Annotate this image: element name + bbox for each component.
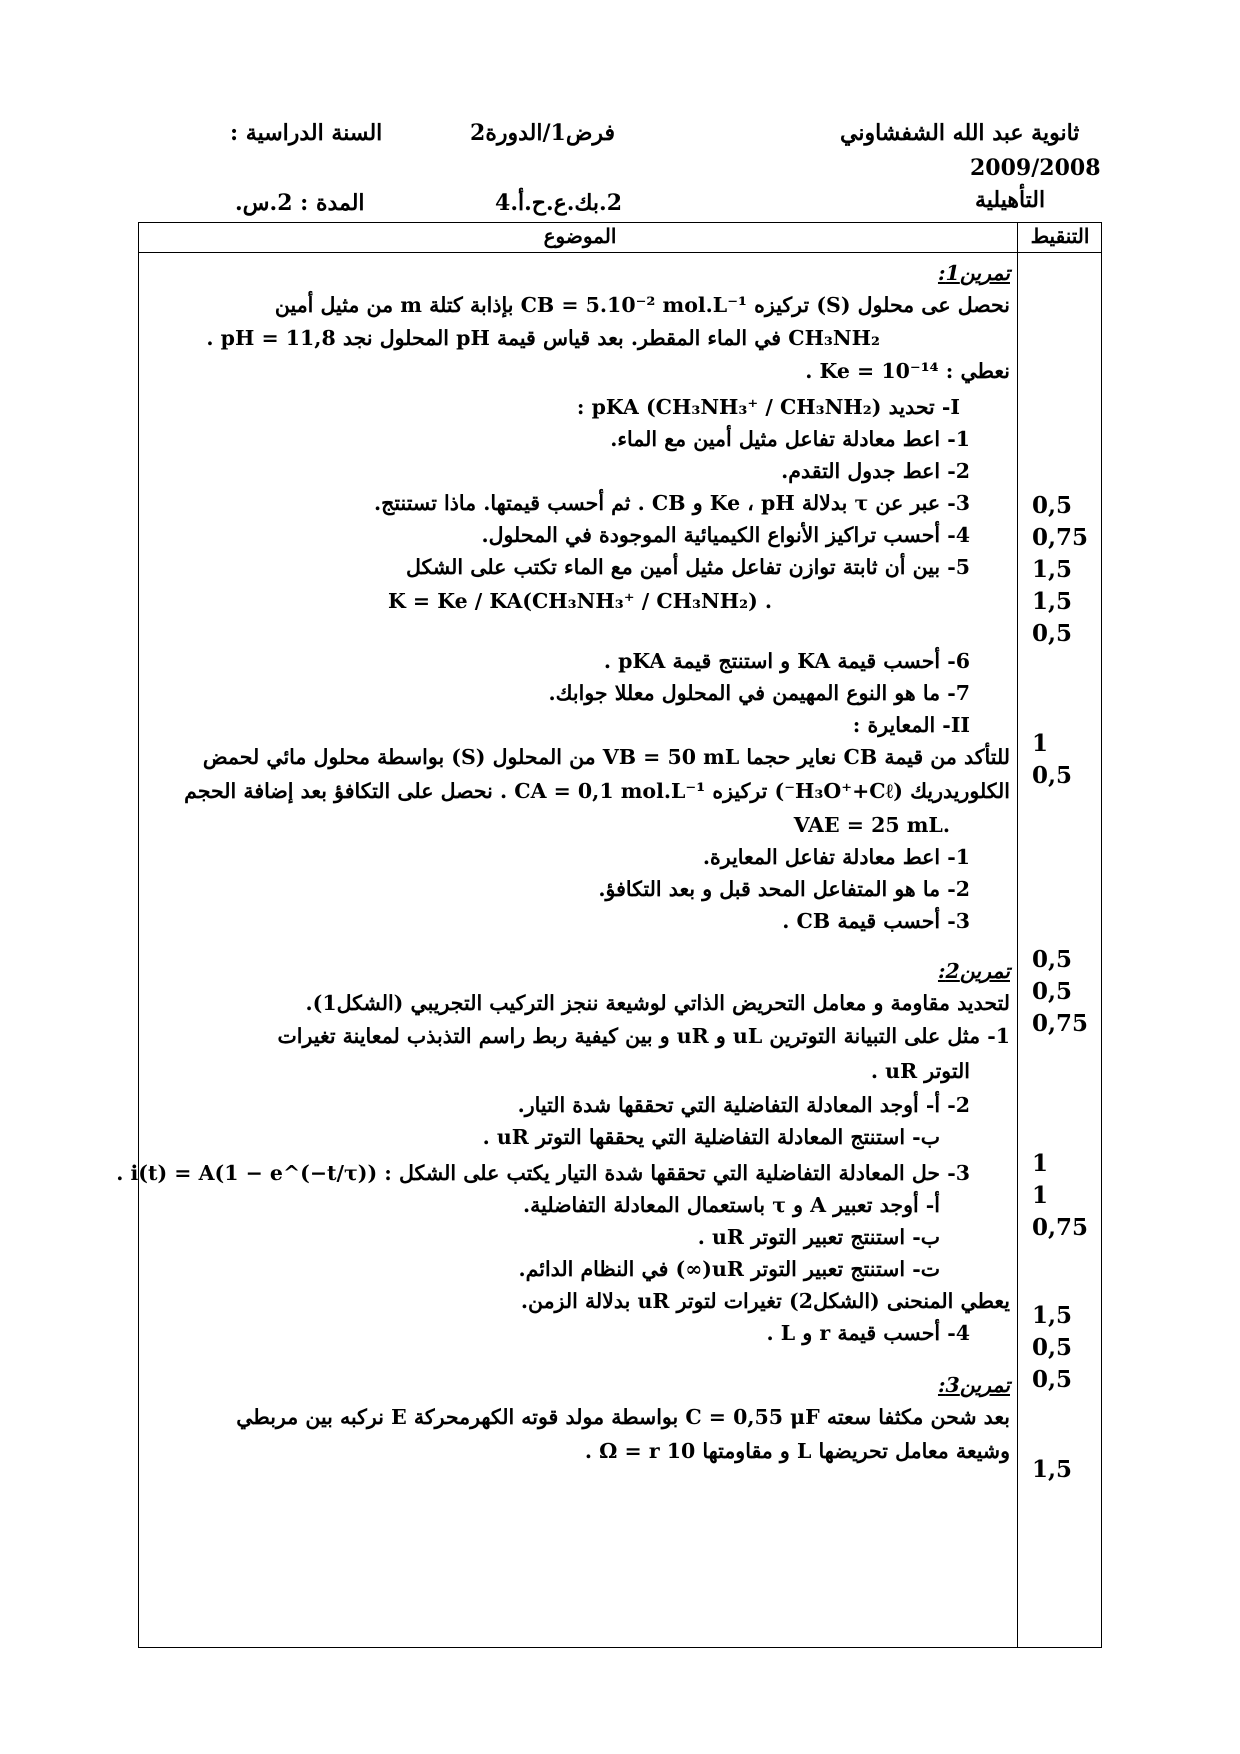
- question: 1- مثل على التبيانة التوترين uL و uR و بين كيفية ربط راسم التذبذب لمعاينة تغيرات: [277, 1024, 1010, 1048]
- grade: 1: [1032, 730, 1049, 757]
- question: 4- أحسب قيمة r و L .: [766, 1321, 970, 1345]
- school-year: 2009/2008: [970, 155, 1101, 181]
- grade: 0,5: [1032, 946, 1073, 973]
- text-line: يعطي المنحنى (الشكل2) تغيرات لتوتر uR بدلالة الزمن.: [520, 1289, 1010, 1313]
- grade: 0,5: [1032, 620, 1073, 647]
- duration: المدة : 2.س.: [235, 190, 365, 216]
- grade: 1,5: [1032, 556, 1073, 583]
- exercise-title: تمرين1:: [937, 261, 1010, 285]
- sub-question: ب- استنتج تعبير التوتر uR .: [697, 1225, 940, 1249]
- school-level: التأهيلية: [975, 187, 1046, 213]
- question: 6- أحسب قيمة KA و استنتج قيمة pKA .: [603, 649, 970, 673]
- text-line: نعطي : Ke = 10⁻¹⁴ .: [805, 359, 1010, 383]
- question: 2- اعط جدول التقدم.: [781, 459, 970, 483]
- sub-question: أ- أوجد تعبير A و τ باستعمال المعادلة التفاضلية.: [523, 1193, 940, 1217]
- question: 3- أحسب قيمة CB .: [782, 909, 970, 933]
- exercise-title: تمرين3:: [937, 1373, 1010, 1397]
- text-line: نحصل عى محلول (S) تركيزه CB = 5.10⁻² mol.L⁻¹ بإذابة كتلة m من مثيل أمين: [274, 293, 1010, 317]
- question: 3- عبر عن τ بدلالة Ke ، pH و CB . ثم أحسب قيمتها. ماذا تستنتج.: [373, 491, 970, 515]
- formula-line: . K = Ke / KA(CH₃NH₃⁺ / CH₃NH₂): [387, 589, 773, 613]
- question: 2- أ- أوجد المعادلة التفاضلية التي تحققها شدة التيار.: [517, 1093, 970, 1117]
- grade: 0,75: [1032, 1214, 1089, 1241]
- text-line: لتحديد مقاومة و معامل التحريض الذاتي لوشيعة ننجز التركيب التجريبي (الشكل1).: [305, 991, 1010, 1015]
- grade: 1: [1032, 1182, 1049, 1209]
- text-line: .VAE = 25 mL: [793, 813, 950, 837]
- text-line: وشيعة معامل تحريضها L و مقاومتها 10 Ω = r .: [584, 1439, 1010, 1463]
- question: 2- ما هو المتفاعل المحد قبل و بعد التكافؤ.: [598, 877, 970, 901]
- header-divider: [138, 252, 1102, 253]
- grade: 1: [1032, 1150, 1049, 1177]
- text-line: I- تحديد (CH₃NH₃⁺ / CH₃NH₂) pKA :: [576, 395, 960, 419]
- grade: 0,5: [1032, 1334, 1073, 1361]
- class-name: 2.بك.ع.ح.أ.4: [495, 190, 623, 216]
- subject-header: الموضوع: [543, 224, 617, 248]
- grade: 0,75: [1032, 1010, 1089, 1037]
- grading-header: التنقيط: [1030, 224, 1090, 248]
- grade: 1,5: [1032, 1456, 1073, 1483]
- exercise-title: تمرين2:: [937, 959, 1010, 983]
- school-year-label: السنة الدراسية :: [230, 120, 383, 146]
- grade: 1,5: [1032, 588, 1073, 615]
- question: 4- أحسب تراكيز الأنواع الكيميائية الموجودة في المحلول.: [481, 523, 970, 547]
- text-line: التوتر uR .: [870, 1059, 970, 1083]
- text-line: الكلوريدريك (H₃O⁺+Cℓ⁻) تركيزه CA = 0,1 mol.L⁻¹ . نحصل على التكافؤ بعد إضافة الحجم: [184, 779, 1010, 803]
- grade: 0,5: [1032, 1366, 1073, 1393]
- grade: 1,5: [1032, 1302, 1073, 1329]
- grade: 0,5: [1032, 762, 1073, 789]
- sub-question: ب- استنتج المعادلة التفاضلية التي يحققها التوتر uR .: [482, 1125, 940, 1149]
- grade: 0,75: [1032, 524, 1089, 551]
- question: 3- حل المعادلة التفاضلية التي تحققها شدة التيار يكتب على الشكل : i(t) = A(1 − e^(−t/τ)) .: [116, 1161, 970, 1185]
- test-title: فرض1/الدورة2: [470, 120, 616, 146]
- question: 5- بين أن ثابتة توازن تفاعل مثيل أمين مع الماء تكتب على الشكل: [406, 555, 970, 579]
- sub-question: ت- استنتج تعبير التوتر uR(∞) في النظام الدائم.: [518, 1257, 940, 1281]
- grade: 0,5: [1032, 978, 1073, 1005]
- question: 1- اعط معادلة تفاعل المعايرة.: [702, 845, 970, 869]
- question: 1- اعط معادلة تفاعل مثيل أمين مع الماء.: [610, 427, 970, 451]
- school-name: ثانوية عبد الله الشفشاوني: [840, 120, 1080, 146]
- text-line: CH₃NH₂ في الماء المقطر. بعد قياس قيمة pH المحلول نجد pH = 11,8 .: [206, 326, 880, 350]
- grade: 0,5: [1032, 492, 1073, 519]
- text-line: للتأكد من قيمة CB نعاير حجما VB = 50 mL من المحلول (S) بواسطة محلول مائي لحمض: [202, 745, 1010, 769]
- grading-divider: [1017, 222, 1018, 1648]
- text-line: بعد شحن مكثفا سعته C = 0,55 μF بواسطة مولد قوته الكهرمحركة E نركبه بين مربطي: [236, 1405, 1010, 1429]
- question: 7- ما هو النوع المهيمن في المحلول معللا جوابك.: [548, 681, 970, 705]
- section-heading: II- المعايرة :: [852, 713, 970, 737]
